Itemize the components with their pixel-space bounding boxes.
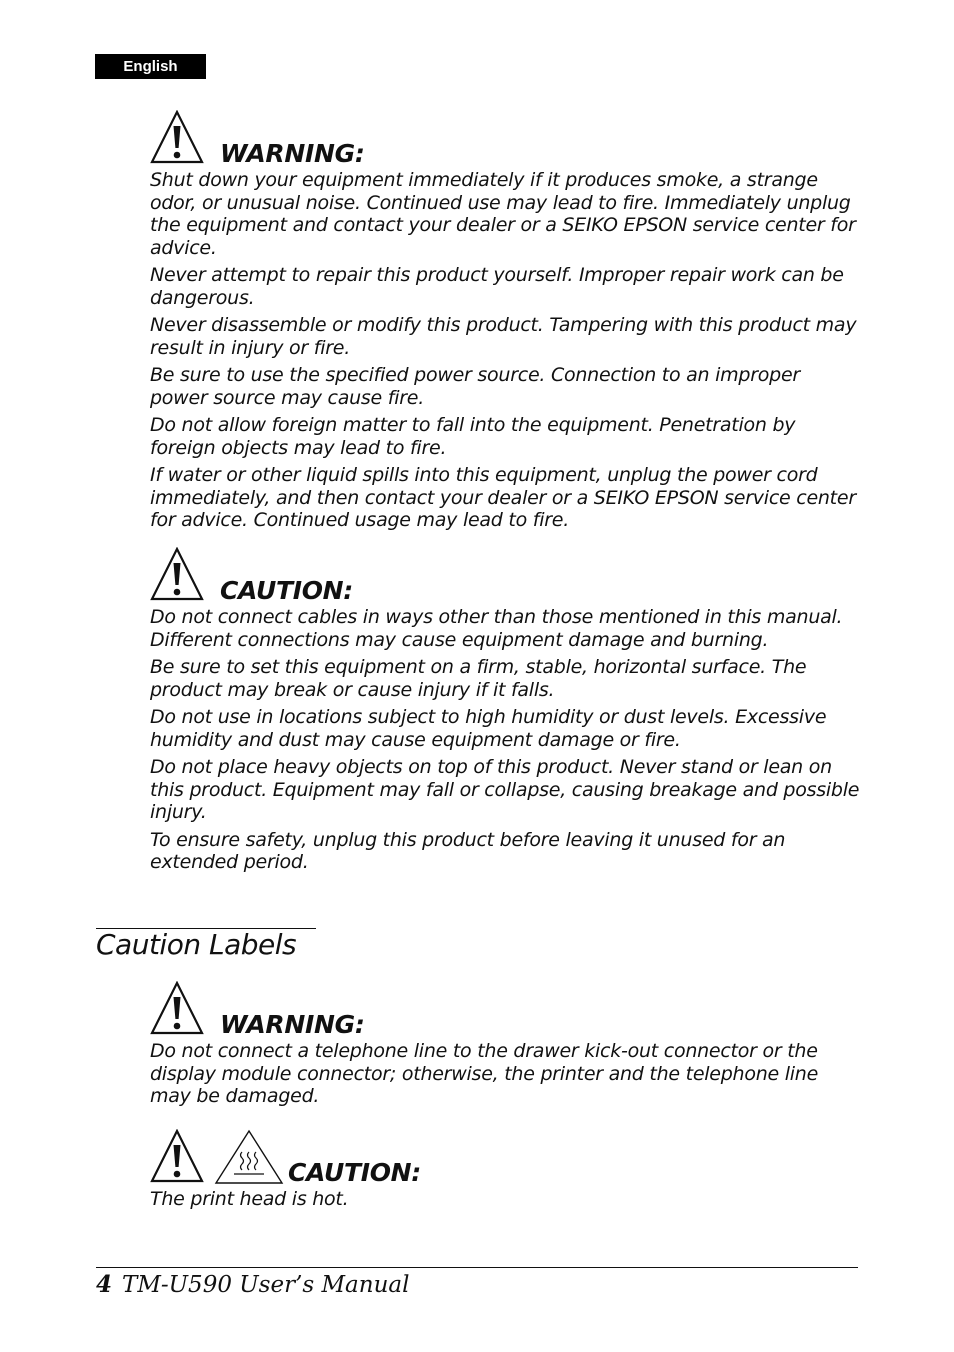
section-title: Caution Labels: [96, 928, 297, 961]
notice-title: CAUTION:: [220, 576, 354, 605]
warning-header: [150, 981, 860, 1039]
notice-paragraph: Do not place heavy objects on top of this product. Never stand or lean on this product. Equipment may fall or collapse, causing breakage and possible injury.: [150, 756, 860, 823]
notice-paragraph: To ensure safety, unplug this product before leaving it unused for an extended period.: [150, 828, 786, 873]
notice-paragraph: Do not connect cables in ways other than those mentioned in this manual. Different connections may cause equipment damage and burning.: [150, 606, 843, 651]
language-tab: English: [95, 54, 206, 79]
notice-paragraph: Do not use in locations subject to high humidity or dust levels. Excessive humidity and dust may cause equipment damage or fire.: [150, 706, 827, 751]
manual-title: TM-U590 User’s Manual: [122, 1272, 410, 1298]
notice-body: [150, 169, 860, 532]
warning-header: [150, 110, 860, 168]
notice-paragraph: If water or other liquid spills into this equipment, unplug the power cord immediately, and then contact your dealer or a SEIKO EPSON service center for advice. Continued usage may lead to fire.: [150, 464, 856, 531]
notice-paragraph: Never disassemble or modify this product. Tampering with this product may result in injury or fire.: [150, 314, 857, 359]
notice-paragraph: Never attempt to repair this product yourself. Improper repair work can be dangerous.: [150, 264, 844, 309]
hot-surface-icon: [214, 1129, 284, 1185]
caution-notice-1: [150, 547, 860, 879]
notice-paragraph: Be sure to use the specified power source. Connection to an improper power source may cause fire.: [150, 364, 800, 409]
caution-notice-2: [150, 1129, 860, 1216]
notice-title: CAUTION:: [288, 1158, 422, 1187]
notice-paragraph: Shut down your equipment immediately if it produces smoke, a strange odor, or unusual noise. Continued use may lead to fire. Immediately unplug the equipment and contact your dealer or a SEIKO EPSON service center for advice.: [150, 169, 856, 259]
warning-triangle-icon: [150, 110, 204, 164]
notice-title: WARNING:: [220, 139, 365, 168]
page-number: 4: [96, 1271, 113, 1298]
warning-notice-2: [150, 981, 860, 1113]
page-footer: [96, 1270, 409, 1300]
notice-title: WARNING:: [220, 1010, 365, 1039]
notice-paragraph: Do not connect a telephone line to the drawer kick-out connector or the display module connector; otherwise, the printer and the telephone line may be damaged.: [150, 1040, 819, 1107]
notice-paragraph: Be sure to set this equipment on a firm, stable, horizontal surface. The product may break or cause injury if it falls.: [150, 656, 807, 701]
warning-triangle-icon: [150, 547, 204, 601]
notice-body: [150, 1040, 860, 1108]
notice-body: [150, 606, 860, 874]
warning-triangle-icon: [150, 1129, 204, 1183]
notice-paragraph: The print head is hot.: [150, 1188, 349, 1210]
warning-triangle-icon: [150, 981, 204, 1035]
notice-body: [150, 1188, 860, 1211]
caution-header: [150, 1129, 860, 1187]
caution-header: [150, 547, 860, 605]
notice-paragraph: Do not allow foreign matter to fall into the equipment. Penetration by foreign objects may lead to fire.: [150, 414, 796, 459]
footer-rule: [96, 1267, 858, 1268]
warning-notice-1: [150, 110, 860, 537]
